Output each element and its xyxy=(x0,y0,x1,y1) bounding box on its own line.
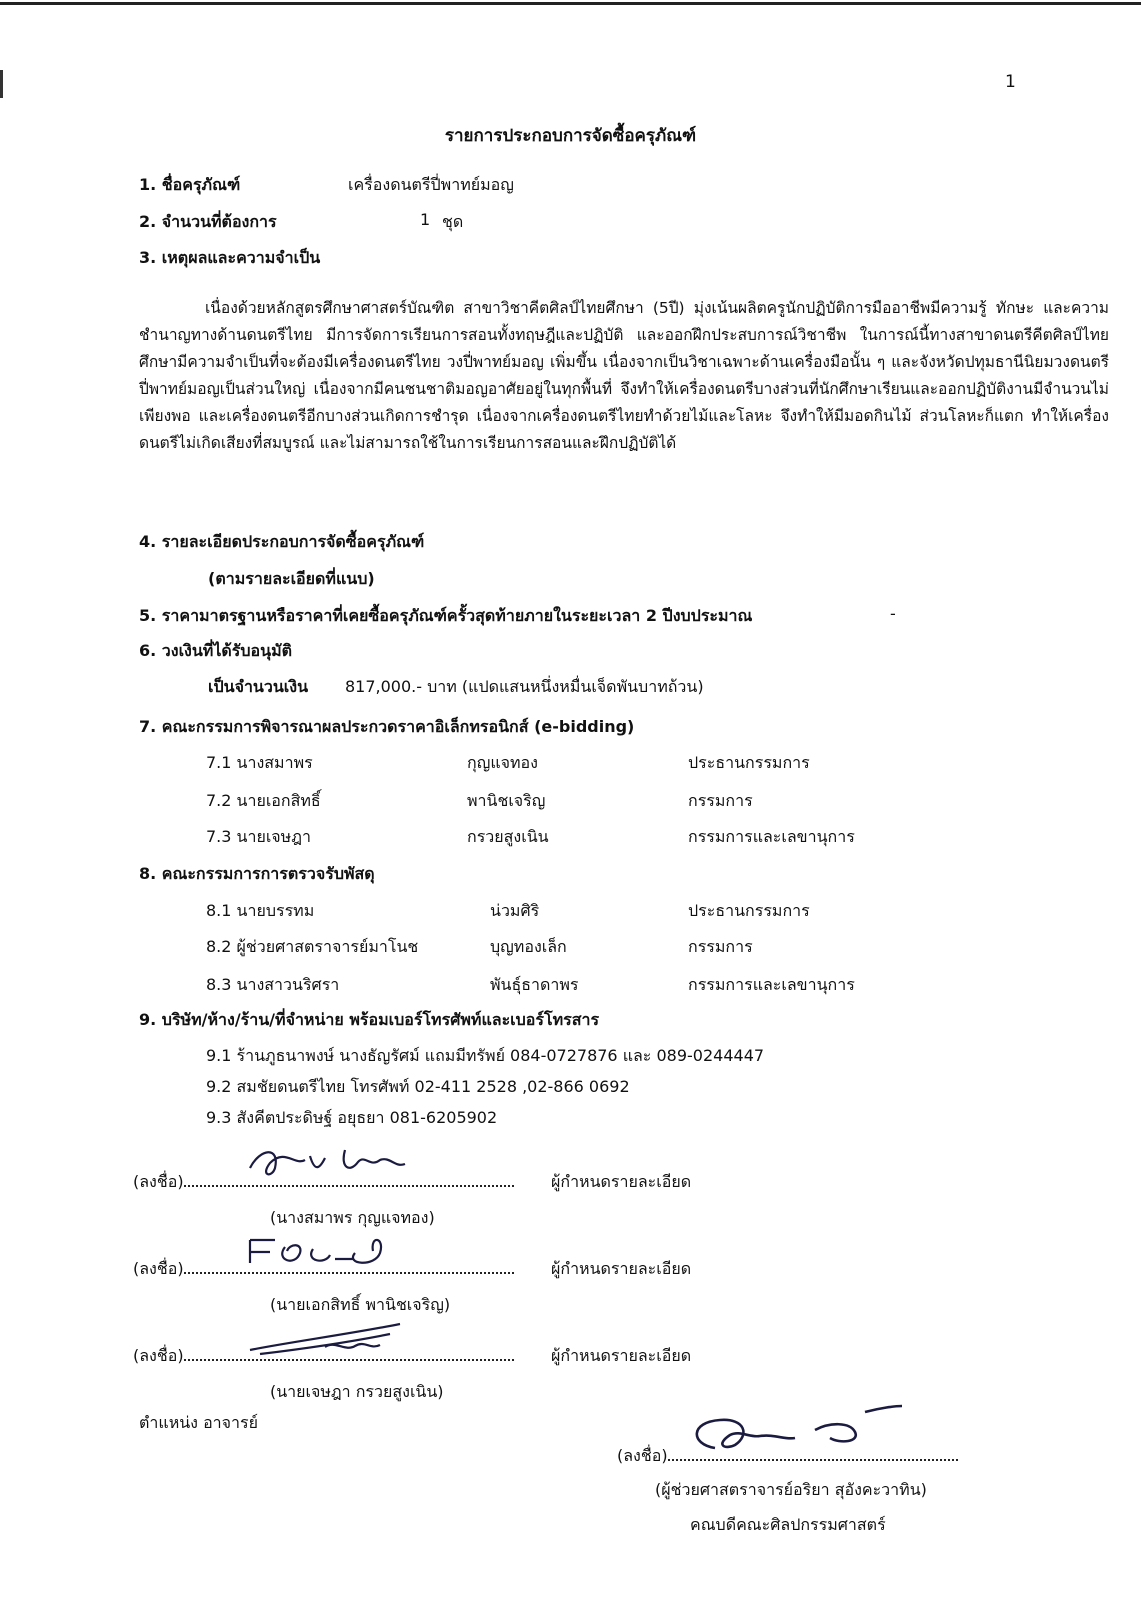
s8-member-role: กรรมการและเลขานุการ xyxy=(688,975,855,994)
page-number: 1 xyxy=(1005,72,1016,92)
signature-prefix: (ลงชื่อ) xyxy=(617,1446,668,1465)
s8-member-name: 8.2 ผู้ช่วยศาสตราจารย์มาโนช xyxy=(206,937,419,956)
s7-member-role: กรรมการและเลขานุการ xyxy=(688,827,855,846)
s5-value: - xyxy=(890,604,896,623)
signature-prefix: (ลงชื่อ) xyxy=(133,1172,184,1191)
signature-name: (นายเอกสิทธิ์ พานิชเจริญ) xyxy=(270,1295,451,1314)
s7-member-role: กรรมการ xyxy=(688,791,753,810)
s3-body: เนื่องด้วยหลักสูตรศึกษาศาสตร์บัณฑิต สาขาวิชาคีตศิลป์ไทยศึกษา (5ปี) มุ่งเน้นผลิตครูนักปฏิบัติการมืออาชีพมีความรู้ ทักษะ และความชำนาญทางด้านดนตรีไทย มีการจัดการเรียนการสอนทั้งทฤษฎีและปฏิบัติ และออกฝึกประสบการณ์วิชาชีพ ในการณ์นี้ทางสาขาดนตรีคีตศิลป์ไทยศึกษามีความจำเป็นที่จะต้องมีเครื่องดนตรีไทย วงปี่พาทย์มอญ เพิ่มขึ้น เนื่องจากเป็นวิชาเฉพาะด้านเครื่องมือนั้น ๆ และจังหวัดปทุมธานีนิยมวงดนตรีปี่พาทย์มอญเป็นส่วนใหญ่ เนื่องจากมีคนชนชาติมอญอาศัยอยู่ในทุกพื้นที่ จึงทำให้เครื่องดนตรีบางส่วนที่นักศึกษาเรียนและออกปฏิบัติงานมีจำนวนไม่เพียงพอ และเครื่องดนตรีอีกบางส่วนเกิดการชำรุด เนื่องจากเครื่องดนตรีไทยทำด้วยไม้และโลหะ จึงทำให้มีมอดกินไม้ ส่วนโลหะก็แตก ทำให้เครื่องดนตรีไม่เกิดเสียงที่สมบูรณ์ และไม่สามารถใช้ในการเรียนการสอนและฝึกปฏิบัติได้ xyxy=(139,299,1109,452)
s7-member-surname: กุญแจทอง xyxy=(467,753,538,772)
s8-member-surname: พันธุ์ธาดาพร xyxy=(490,975,579,994)
s2-unit: ชุด xyxy=(442,212,464,231)
s3-label: 3. เหตุผลและความจำเป็น xyxy=(139,248,321,267)
s7-member-surname: กรวยสูงเนิน xyxy=(467,827,549,846)
signature-1-image xyxy=(240,1138,420,1188)
s7-member-surname: พานิชเจริญ xyxy=(467,791,546,810)
signature-prefix: (ลงชื่อ) xyxy=(133,1259,184,1278)
s7-member-name: 7.2 นายเอกสิทธิ์ xyxy=(206,791,321,810)
signature-prefix: (ลงชื่อ) xyxy=(133,1346,184,1365)
s1-value: เครื่องดนตรีปี่พาทย์มอญ xyxy=(348,175,514,194)
s7-member-name: 7.3 นายเจษฎา xyxy=(206,827,311,846)
scan-edge-line xyxy=(0,2,1141,5)
s8-member-surname: น่วมศิริ xyxy=(490,901,540,920)
signature-role: ผู้กำหนดรายละเอียด xyxy=(551,1259,692,1278)
s7-label: 7. คณะกรรมการพิจารณาผลประกวดราคาอิเล็กทรอนิกส์ (e-bidding) xyxy=(139,717,635,736)
s9-label: 9. บริษัท/ห้าง/ร้าน/ที่จำหน่าย พร้อมเบอร์โทรศัพท์และเบอร์โทรสาร xyxy=(139,1010,600,1029)
dean-title: คณบดีคณะศิลปกรรมศาสตร์ xyxy=(690,1515,886,1534)
dean-name: (ผู้ช่วยศาสตราจารย์อริยา สุอังคะวาทิน) xyxy=(655,1480,927,1499)
s7-member-role: ประธานกรรมการ xyxy=(688,753,810,772)
s8-member-name: 8.1 นายบรรทม xyxy=(206,901,315,920)
document-title: รายการประกอบการจัดซื้อครุภัณฑ์ xyxy=(444,126,697,146)
s8-label: 8. คณะกรรมการการตรวจรับพัสดุ xyxy=(139,864,375,883)
signature-name: (นางสมาพร กุญแจทอง) xyxy=(270,1208,435,1227)
s4-label: 4. รายละเอียดประกอบการจัดซื้อครุภัณฑ์ xyxy=(139,532,425,551)
signature-role: ผู้กำหนดรายละเอียด xyxy=(551,1172,692,1191)
s6-amount: 817,000.- บาท (แปดแสนหนึ่งหมื่นเจ็ดพันบาทถ้วน) xyxy=(345,677,704,696)
signature-3-image xyxy=(230,1312,420,1362)
signature-role: ผู้กำหนดรายละเอียด xyxy=(551,1346,692,1365)
s9-supplier: 9.1 ร้านภูธนาพงษ์ นางธัญรัศม์ แถมมีทรัพย์ 084-0727876 และ 089-0244447 xyxy=(206,1046,765,1065)
s6-label: 6. วงเงินที่ได้รับอนุมัติ xyxy=(139,641,293,660)
s5-label: 5. ราคามาตรฐานหรือราคาที่เคยซื้อครุภัณฑ์ครั้วสุดท้ายภายในระยะเวลา 2 ปีงบประมาณ xyxy=(139,606,753,625)
s8-member-name: 8.3 นางสาวนริศรา xyxy=(206,975,340,994)
s8-member-role: ประธานกรรมการ xyxy=(688,901,810,920)
s6-amount-label: เป็นจำนวนเงิน xyxy=(208,677,308,696)
s9-supplier: 9.2 สมชัยดนตรีไทย โทรศัพท์ 02-411 2528 ,02-866 0692 xyxy=(206,1077,630,1096)
s2-label: 2. จำนวนที่ต้องการ xyxy=(139,212,277,231)
scan-edge-mark xyxy=(0,70,3,98)
s7-member-name: 7.1 นางสมาพร xyxy=(206,753,313,772)
position-line: ตำแหน่ง อาจารย์ xyxy=(139,1413,258,1432)
s1-label: 1. ชื่อครุภัณฑ์ xyxy=(139,175,241,194)
s9-supplier: 9.3 สังคีตประดิษฐ์ อยุธยา 081-6205902 xyxy=(206,1108,498,1127)
s2-qty: 1 xyxy=(420,210,431,229)
dean-signature-image xyxy=(680,1400,910,1460)
s8-member-role: กรรมการ xyxy=(688,937,753,956)
s3-paragraph xyxy=(139,295,1109,457)
s4-note: (ตามรายละเอียดที่แนบ) xyxy=(208,569,375,588)
s8-member-surname: บุญทองเล็ก xyxy=(490,937,567,956)
signature-name: (นายเจษฎา กรวยสูงเนิน) xyxy=(270,1382,444,1401)
signature-2-image xyxy=(235,1225,405,1275)
